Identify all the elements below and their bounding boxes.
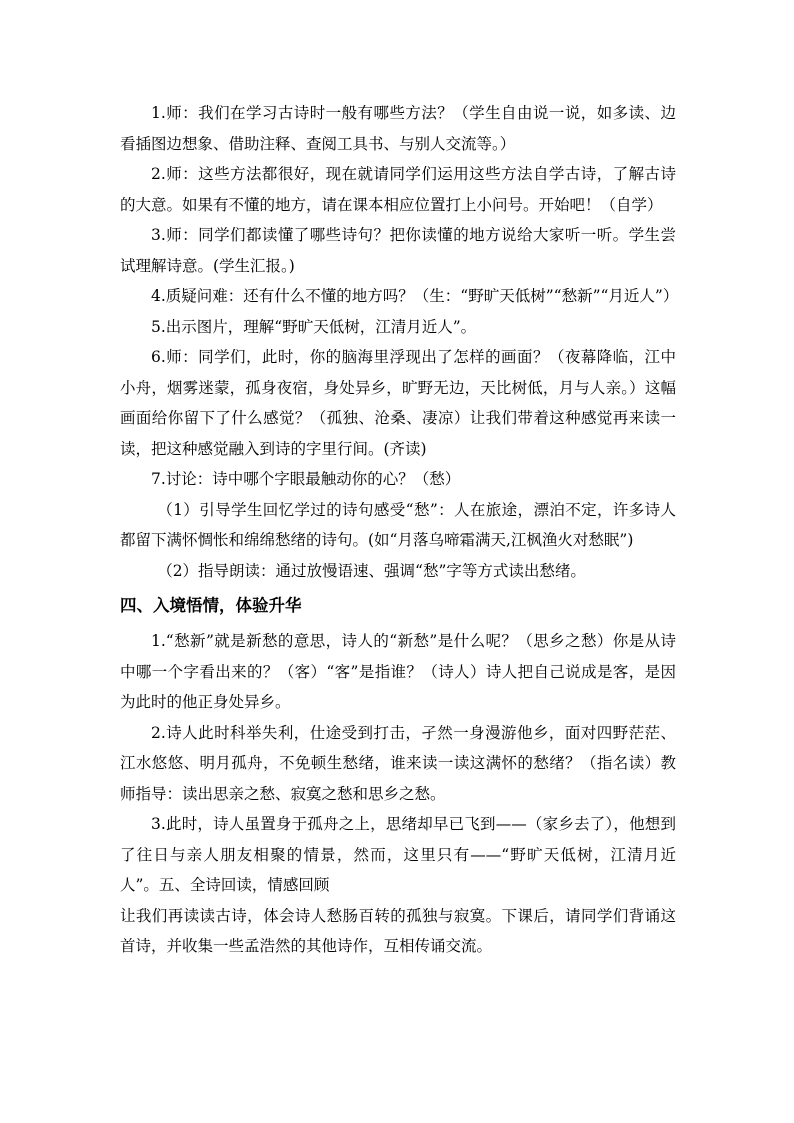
paragraph-method-question: 1.师：我们在学习古诗时一般有哪些方法？（学生自由说一说，如多读、边看插图边想象、借助注释、查阅工具书、与别人交流等。） bbox=[120, 104, 676, 153]
sub-item-reading-guidance: （2）指导朗读：通过放慢语速、强调“愁”字等方式读出愁绪。 bbox=[157, 561, 586, 580]
paragraph-new-sorrow: 1.“愁新”就是新愁的意思，诗人的“新愁”是什么呢？（思乡之愁）你是从诗中哪一个字看出来的？（客）“客”是指谁？（诗人）诗人把自己说成是客，是因为此时的他正身处异乡。 bbox=[120, 632, 676, 711]
paragraph-show-picture: 5.出示图片，理解“野旷天低树，江清月近人”。 bbox=[151, 317, 477, 336]
paragraph-understanding: 3.师：同学们都读懂了哪些诗句？把你读懂的地方说给大家听一听。学生尝试理解诗意。(学生汇报。) bbox=[120, 226, 676, 275]
paragraph-imagery: 6.师：同学们，此时，你的脑海里浮现出了怎样的画面？（夜幕降临，江中小舟，烟雾迷蒙，孤身夜宿，身处异乡，旷野无边，天比树低，月与人亲。）这幅画面给你留下了什么感觉？（孤独、沧桑、凄凉）让我们带着这种感觉再来读一读，把这种感觉融入到诗的字里行间。(齐读) bbox=[120, 348, 676, 458]
paragraph-discussion: 7.讨论：诗中哪个字眼最触动你的心？（愁） bbox=[151, 470, 461, 488]
paragraph-closing: 让我们再读读古诗，体会诗人愁肠百转的孤独与寂寞。下课后，请同学们背诵这首诗，并收集一些孟浩然的其他诗作，互相传诵交流。 bbox=[120, 906, 676, 955]
sub-item-recall: （1）引导学生回忆学过的诗句感受“愁”：人在旅途，漂泊不定，许多诗人都留下满怀惆怅和绵绵愁绪的诗句。(如“月落乌啼霜满天,江枫渔火对愁眠”) bbox=[120, 500, 676, 549]
paragraph-questions: 4.质疑问难：还有什么不懂的地方吗？（生：“野旷天低树”“愁新”“月近人”） bbox=[151, 287, 679, 305]
paragraph-self-study: 2.师：这些方法都很好，现在就请同学们运用这些方法自学古诗，了解古诗的大意。如果有不懂的地方，请在课本相应位置打上小问号。开始吧！（自学） bbox=[120, 165, 676, 214]
paragraph-poet-situation: 2.诗人此时科举失利，仕途受到打击，孑然一身漫游他乡，面对四野茫茫、江水悠悠、明月孤舟，不免顿生愁绪，谁来读一读这满怀的愁绪？（指名读）教师指导：读出思亲之愁、寂寞之愁和思乡之愁。 bbox=[120, 723, 676, 803]
paragraph-homesick: 3.此时，诗人虽置身于孤舟之上，思绪却早已飞到——（家乡去了），他想到了往日与亲人朋友相聚的情景，然而，这里只有——“野旷天低树，江清月近人”。五、全诗回读，情感回顾 bbox=[120, 815, 676, 894]
section-heading: 四、入境悟情，体验升华 bbox=[120, 596, 302, 615]
document-body bbox=[120, 98, 679, 962]
